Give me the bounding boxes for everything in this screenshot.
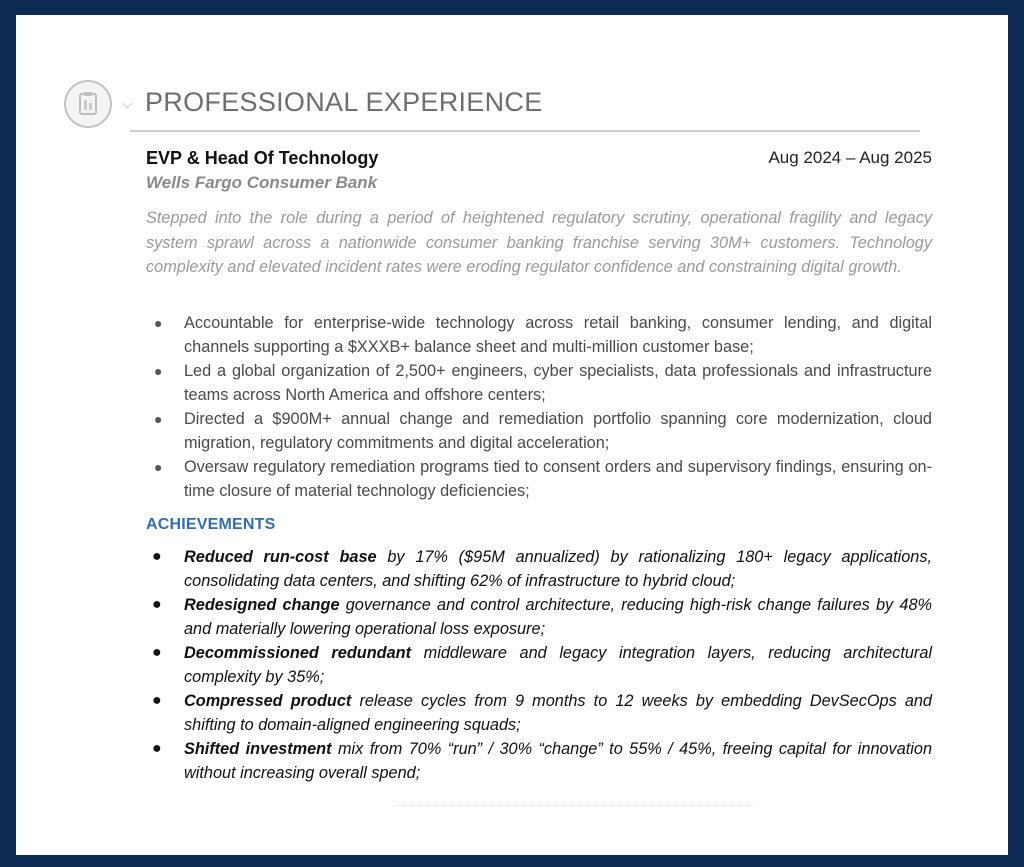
bullet-icon: ●: [152, 692, 162, 709]
list-item: [146, 689, 932, 737]
resume-page: [16, 15, 1008, 855]
job-dates: Aug 2024 – Aug 2025: [768, 148, 932, 167]
duty-text: Directed a $900M+ annual change and remediation portfolio spanning core modernization, cloud migration, regulatory commitments and digital acceleration;: [184, 410, 932, 452]
list-item: [146, 455, 932, 503]
bullet-icon: ●: [152, 740, 162, 757]
achievement-text: middleware and legacy integration layers, reducing architectural complexity by 35%;: [184, 644, 932, 686]
list-item: [146, 593, 932, 641]
bullet-icon: ●: [152, 644, 162, 661]
bullet-icon: ●: [154, 459, 163, 475]
achievement-lead: Compressed product: [184, 692, 352, 710]
section-divider: [130, 130, 920, 132]
job-title: EVP & Head Of Technology: [146, 148, 379, 168]
clipboard-icon: [64, 80, 112, 128]
bullet-icon: ●: [154, 363, 163, 379]
achievement-lead: Shifted investment: [184, 740, 332, 758]
achievement-lead: Decommissioned redundant: [184, 644, 412, 662]
role-summary: Stepped into the role during a period of heightened regulatory scrutiny, operational fragility and legacy system sprawl across a nationwide consumer banking franchise serving 30M+ customers. Technology complexity and elevated incident rates were eroding regulator confidence and constraining digital growth.: [146, 209, 932, 276]
duty-text: Oversaw regulatory remediation programs tied to consent orders and supervisory findings, ensuring on-time closure of material technology deficiencies;: [184, 458, 932, 500]
rule-connector: [123, 99, 133, 109]
achievement-text: governance and control architecture, reducing high-risk change failures by 48% and materially lowering operational loss exposure;: [184, 596, 932, 638]
list-item: [146, 641, 932, 689]
section-title: PROFESSIONAL EXPERIENCE: [145, 87, 543, 117]
list-item: [146, 545, 932, 593]
responsibilities-list: [146, 311, 932, 503]
duty-text: Led a global organization of 2,500+ engineers, cyber specialists, data professionals and infrastructure teams across North America and offshore centers;: [184, 362, 932, 404]
achievement-text: mix from 70% “run” / 30% “change” to 55% / 45%, freeing capital for innovation without increasing overall spend;: [184, 740, 933, 782]
document-frame: [16, 15, 1008, 855]
list-item: [146, 311, 932, 359]
achievement-lead: Redesigned change: [184, 596, 340, 614]
bullet-icon: ●: [152, 596, 162, 613]
duty-text: Accountable for enterprise-wide technology across retail banking, consumer lending, and digital channels supporting a $XXXB+ balance sheet and multi-million customer base;: [184, 314, 932, 356]
achievement-lead: Reduced run-cost base: [184, 548, 377, 566]
achievements-heading: ACHIEVEMENTS: [146, 516, 276, 533]
achievement-text: release cycles from 9 months to 12 weeks by embedding DevSecOps and shifting to domain-aligned engineering squads;: [184, 692, 932, 734]
achievement-text: by 17% ($95M annualized) by rationalizing 180+ legacy applications, consolidating data centers, and shifting 62% of infrastructure to hybrid cloud;: [184, 548, 932, 590]
achievements-list: [146, 545, 932, 785]
list-item: [146, 359, 932, 407]
company-name: Wells Fargo Consumer Bank: [146, 173, 378, 192]
bullet-icon: ●: [154, 411, 163, 427]
page-cutoff-artifact: [396, 805, 756, 808]
list-item: [146, 407, 932, 455]
bullet-icon: ●: [154, 315, 163, 331]
bullet-icon: ●: [152, 548, 162, 565]
list-item: [146, 737, 932, 785]
